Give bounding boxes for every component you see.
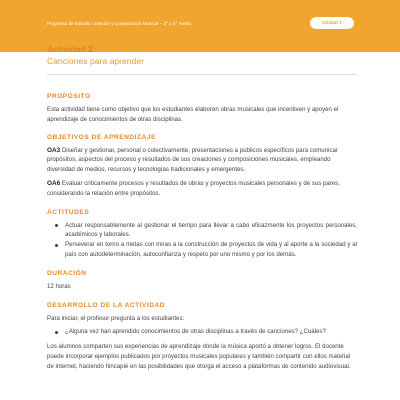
purpose-heading: PROPÓSITO xyxy=(47,93,91,100)
development-intro: Para iniciar, el profesor pregunta a los estudiantes: xyxy=(47,314,185,322)
document-body xyxy=(47,44,357,372)
development-heading: DESARROLLO DE LA ACTIVIDAD xyxy=(47,301,166,309)
duration-heading: DURACIÓN xyxy=(47,269,87,277)
objective-code: OA6 xyxy=(47,179,61,187)
list-item: Perseverar en torno a metas con miras a la construcción de proyectos de vida y al aporte a la sociedad y al país con autodeterminación, autoconfianza y respeto por uno mismo y por los demás. xyxy=(47,240,357,260)
objective-text: Evaluar críticamente procesos y resultados de obras y proyectos musicales personales y de sus pares, considerando la relación entre propósitos. xyxy=(47,179,340,197)
list-item: ¿Alguna vez han aprendido conocimientos de otras disciplinas a través de canciones? ¿Cuáles? xyxy=(47,327,357,337)
objective-text: Diseñar y gestionar, personal o colectivamente, presentaciones a públicos específicos para comunicar propósitos, aspectos del proceso y resultados de sus creaciones y composiciones musicales, empleando diversidad de medios, recursos y tecnologías tradicionales y emergentes. xyxy=(47,146,338,174)
objective-oa6 xyxy=(47,179,357,199)
title-divider xyxy=(47,74,357,75)
duration-text: 12 horas xyxy=(47,282,71,290)
attitudes-list xyxy=(47,221,357,260)
program-title: Programa de Estudio Creación y Composición Musical – 3° o 4° medio xyxy=(47,21,192,26)
objective-code: OA3 xyxy=(47,146,61,154)
development-text: Los alumnos comparten sus experiencias de aprendizaje donde la música aportó a obtener logros. El docente puede incorporar ejemplos publicados por proyectos musicales populares y también compartir con ellos material de internet, haciendo hincapié en las posibilidades que otorga el acceso a plataformas de contenido audiovisual. xyxy=(47,343,351,370)
objectives-heading: OBJETIVOS DE APRENDIZAJE xyxy=(47,133,156,141)
list-item: Actuar responsablemente al gestionar el tiempo para llevar a cabo eficazmente los proyectos personales, académicos y laborales. xyxy=(47,221,357,241)
purpose-text: Esta actividad tiene como objetivo que los estudiantes elaboren obras musicales que incentiven y apoyen el aprendizaje de conocimientos de otras disciplinas. xyxy=(47,106,339,123)
question-list xyxy=(47,327,357,337)
unit-badge[interactable]: Unidad 1 xyxy=(310,17,354,29)
activity-subtitle: Canciones para aprender xyxy=(47,56,144,66)
activity-title: Actividad 2: xyxy=(47,44,96,54)
objective-oa3 xyxy=(47,146,357,175)
attitudes-heading: ACTITUDES xyxy=(47,208,90,216)
